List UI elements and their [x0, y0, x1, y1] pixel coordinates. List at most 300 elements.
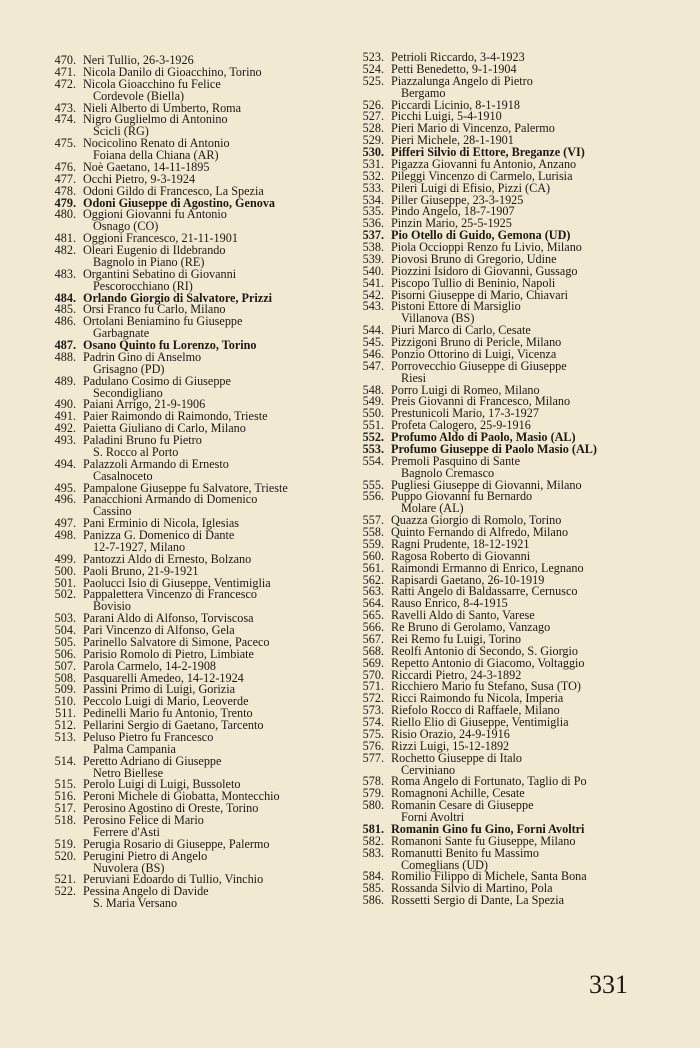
entry-number: 563. — [362, 584, 384, 599]
entry-continuation-line: Scicli (RG) — [93, 124, 149, 139]
entry-line: Perugini Pietro di Angelo — [83, 848, 208, 863]
entry-number: 477. — [54, 171, 76, 186]
entry-number: 530. — [362, 145, 384, 159]
entry-line: Perosino Agostino di Oreste, Torino — [83, 801, 259, 816]
entry-line: Paiani Arrigo, 21-9-1906 — [83, 397, 206, 412]
entry-number: 577. — [362, 750, 384, 765]
entry-line: Risio Orazio, 24-9-1916 — [391, 726, 510, 741]
entry-line: Peretto Adriano di Giuseppe — [83, 753, 222, 768]
entry-line: Picchi Luigi, 5-4-1910 — [391, 109, 502, 124]
entry-number: 489. — [54, 373, 76, 388]
entry-line: Paier Raimondo di Raimondo, Trieste — [83, 409, 268, 424]
entry-number: 496. — [54, 492, 76, 507]
entry-number: 582. — [362, 833, 384, 848]
entry-number: 571. — [362, 679, 384, 694]
list-item — [354, 895, 664, 907]
list-item — [46, 815, 346, 839]
entry-number: 522. — [54, 884, 76, 899]
entry-line: Nigro Guglielmo di Antonino — [83, 112, 228, 127]
entry-continuation-line: Bagnolo in Piano (RE) — [93, 254, 205, 269]
entry-number: 527. — [362, 109, 384, 124]
entry-number: 585. — [362, 881, 384, 896]
entry-number: 541. — [362, 275, 384, 290]
entry-number: 505. — [54, 634, 76, 649]
entry-text — [83, 245, 225, 269]
entry-number: 508. — [54, 670, 76, 685]
entry-text — [83, 316, 242, 340]
entry-number: 565. — [362, 608, 384, 623]
entry-number: 531. — [362, 156, 384, 171]
entry-text — [83, 729, 214, 756]
entry-line: Panacchioni Armando di Domenico — [83, 492, 258, 507]
entry-line: Pileri Luigi di Efisio, Pizzi (CA) — [391, 180, 551, 195]
entry-number: 556. — [362, 489, 384, 504]
list-item — [46, 494, 346, 518]
entry-line: Parola Carmelo, 14-2-1908 — [83, 658, 217, 673]
entry-number: 483. — [54, 266, 76, 281]
entry-line: Romilio Filippo di Michele, Santa Bona — [391, 869, 587, 884]
left-column — [46, 55, 346, 910]
page-number: 331 — [589, 970, 628, 999]
entry-continuation-line: Ferrere d'Asti — [93, 824, 160, 839]
entry-continuation-line: Palma Campania — [93, 741, 176, 756]
entry-number: 560. — [362, 548, 384, 563]
entry-number: 523. — [362, 50, 384, 64]
entry-number: 518. — [54, 813, 76, 827]
entry-text — [83, 494, 257, 518]
entry-number: 500. — [54, 563, 76, 578]
entry-number: 486. — [54, 314, 76, 329]
entry-number: 472. — [54, 76, 76, 91]
entry-number: 503. — [54, 611, 76, 626]
entry-line: Nicola Gioacchino fu Felice — [83, 76, 221, 91]
right-column — [354, 52, 664, 907]
entry-line: Piller Giuseppe, 23-3-1925 — [391, 192, 524, 207]
entry-text — [83, 753, 222, 780]
entry-line: Noè Gaetano, 14-11-1895 — [83, 159, 210, 174]
entry-line: Orsi Franco fu Carlo, Milano — [83, 302, 226, 317]
entry-number: 516. — [54, 789, 76, 804]
entry-number: 547. — [362, 358, 384, 373]
entry-line: Panizza G. Domenico di Dante — [83, 528, 235, 542]
list-item — [46, 456, 346, 483]
entry-line: Pileggi Vincenzo di Carmelo, Lurisia — [391, 168, 573, 183]
entry-number: 478. — [54, 183, 76, 198]
entry-line: Pinzin Mario, 25-5-1925 — [391, 216, 512, 231]
entry-number: 553. — [362, 441, 384, 456]
entry-text — [391, 358, 567, 385]
entry-line: Preis Giovanni di Francesco, Milano — [391, 394, 571, 409]
entry-line: Puppo Giovanni fu Bernardo — [391, 489, 533, 504]
entry-number: 491. — [54, 409, 76, 424]
entry-number: 542. — [362, 287, 384, 302]
entry-text — [391, 750, 522, 777]
list-item — [354, 491, 664, 515]
entry-number: 528. — [362, 121, 384, 136]
entry-number: 510. — [54, 694, 76, 709]
entry-text — [83, 886, 209, 910]
entry-line: Pindo Angelo, 18-7-1907 — [391, 204, 515, 219]
list-item — [46, 266, 346, 293]
entry-line: Oggioni Giovanni fu Antonio — [83, 207, 227, 222]
entry-line: Rizzi Luigi, 15-12-1892 — [391, 738, 510, 753]
entry-line: Perosino Felice di Mario — [83, 813, 204, 827]
list-item — [354, 73, 664, 100]
entry-number: 532. — [362, 168, 384, 183]
entry-line: Perolo Luigi di Luigi, Bussoleto — [83, 777, 241, 792]
entry-continuation-line: Riesi — [401, 370, 427, 385]
entry-continuation-line: Molare (AL) — [401, 501, 464, 516]
entry-line: Ratti Angelo di Baldassarre, Cernusco — [391, 584, 578, 599]
entry-line: Piazzalunga Angelo di Pietro — [391, 73, 533, 88]
entry-line: Re Bruno di Gerolamo, Vanzago — [391, 620, 551, 634]
entry-line: Pari Vincenzo di Alfonso, Gela — [83, 623, 235, 637]
entry-line: Pantozzi Aldo di Ernesto, Bolzano — [83, 551, 252, 566]
entry-number: 581. — [362, 821, 384, 836]
entry-line: Passini Primo di Luigi, Gorizia — [83, 682, 235, 697]
entry-number: 557. — [362, 513, 384, 528]
entry-number: 507. — [54, 658, 76, 673]
list-item — [46, 753, 346, 780]
entry-line: Padrin Gino di Anselmo — [83, 349, 202, 364]
list-item — [354, 800, 664, 824]
entry-line: Romanin Cesare di Giuseppe — [391, 798, 534, 813]
entry-line: Osano Quinto fu Lorenzo, Torino — [83, 338, 257, 352]
entry-text — [83, 435, 202, 459]
entry-line: Pizzigoni Bruno di Pericle, Milano — [391, 335, 562, 349]
entry-number: 570. — [362, 667, 384, 682]
entry-number: 504. — [54, 623, 76, 637]
entry-line: Occhi Pietro, 9-3-1924 — [83, 171, 196, 186]
entry-number: 579. — [362, 786, 384, 801]
entry-line: Porro Luigi di Romeo, Milano — [391, 382, 540, 397]
list-item — [46, 589, 346, 613]
entry-continuation-line: Forni Avoltri — [401, 810, 465, 824]
entry-number: 573. — [362, 703, 384, 718]
entry-number: 554. — [362, 453, 384, 468]
entry-number: 482. — [54, 243, 76, 257]
list-item — [46, 530, 346, 554]
entry-number: 561. — [362, 560, 384, 575]
entry-continuation-line: Garbagnate — [93, 326, 150, 341]
entry-text — [391, 301, 521, 325]
entry-number: 584. — [362, 869, 384, 884]
entry-line: Peccolo Luigi di Mario, Leoverde — [83, 694, 249, 709]
entry-number: 517. — [54, 801, 76, 816]
entry-text — [83, 349, 202, 376]
entry-line: Romanoni Sante fu Giuseppe, Milano — [391, 833, 576, 848]
entry-line: Quazza Giorgio di Romolo, Torino — [391, 513, 562, 528]
entry-line: Raimondi Ermanno di Enrico, Legnano — [391, 560, 584, 575]
entry-number: 535. — [362, 204, 384, 219]
entry-continuation-line: Foiana della Chiana (AR) — [93, 148, 219, 162]
entry-number: 576. — [362, 738, 384, 753]
entry-line: Profeta Calogero, 25-9-1916 — [391, 418, 531, 433]
entry-text — [83, 530, 234, 554]
entry-line: Rauso Enrico, 8-4-1915 — [391, 596, 508, 611]
entry-number: 551. — [362, 418, 384, 433]
entry-number: 549. — [362, 394, 384, 409]
entry-number: 538. — [362, 240, 384, 254]
entry-number: 476. — [54, 159, 76, 174]
entry-number: 501. — [54, 575, 76, 590]
entry-number: 513. — [54, 729, 76, 744]
entry-continuation-line: Comeglians (UD) — [401, 857, 488, 872]
list-item — [354, 845, 664, 872]
entry-line: Nocicolino Renato di Antonio — [83, 136, 230, 151]
entry-text — [391, 895, 564, 907]
entry-continuation-line: Grisagno (PD) — [93, 361, 165, 376]
list-item — [354, 750, 664, 777]
entry-line: Nieli Alberto di Umberto, Roma — [83, 100, 242, 115]
entry-number: 519. — [54, 836, 76, 851]
entry-number: 488. — [54, 349, 76, 364]
entry-number: 470. — [54, 53, 76, 67]
entry-line: Ragosa Roberto di Giovanni — [391, 548, 531, 563]
entry-text — [391, 453, 520, 480]
entry-number: 580. — [362, 798, 384, 813]
list-item — [46, 848, 346, 875]
entry-text — [83, 848, 208, 875]
list-item — [46, 373, 346, 400]
entry-text — [391, 845, 539, 872]
entry-number: 509. — [54, 682, 76, 697]
entry-line: Premoli Pasquino di Sante — [391, 453, 520, 468]
entry-line: Parisio Romolo di Pietro, Limbiate — [83, 646, 254, 661]
entry-line: Parinello Salvatore di Simone, Paceco — [83, 634, 270, 649]
entry-text — [83, 373, 231, 400]
list-item — [46, 209, 346, 233]
entry-line: Parani Aldo di Alfonso, Torviscosa — [83, 611, 254, 626]
entry-text — [83, 266, 237, 293]
entry-number: 529. — [362, 133, 384, 148]
entry-number: 514. — [54, 753, 76, 768]
entry-number: 574. — [362, 715, 384, 729]
entry-line: Quinto Fernando di Alfredo, Milano — [391, 525, 569, 539]
entry-line: Ricchiero Mario fu Stefano, Susa (TO) — [391, 679, 581, 694]
entry-line: Reolfi Antonio di Secondo, S. Giorgio — [391, 643, 578, 658]
entry-continuation-line: Netro Biellese — [93, 765, 164, 780]
entry-number: 536. — [362, 216, 384, 231]
entry-line: Petrioli Riccardo, 3-4-1923 — [391, 50, 525, 64]
entry-line: Nicola Danilo di Gioacchino, Torino — [83, 64, 262, 79]
entry-continuation-line: Bergamo — [401, 85, 446, 100]
entry-number: 572. — [362, 691, 384, 706]
entry-line: Neri Tullio, 26-3-1926 — [83, 53, 194, 67]
entry-number: 543. — [362, 299, 384, 314]
entry-number: 566. — [362, 620, 384, 634]
entry-number: 526. — [362, 97, 384, 112]
entry-line: Repetto Antonio di Giacomo, Voltaggio — [391, 655, 585, 670]
entry-line: Piuri Marco di Carlo, Cesate — [391, 323, 531, 338]
entry-number: 567. — [362, 631, 384, 646]
entry-number: 575. — [362, 726, 384, 741]
entry-line: Riello Elio di Giuseppe, Ventimiglia — [391, 715, 569, 729]
entry-line: Pani Erminio di Nicola, Iglesias — [83, 516, 240, 531]
entry-line: Piola Occioppi Renzo fu Livio, Milano — [391, 240, 582, 254]
entry-number: 524. — [362, 61, 384, 76]
entry-line: Pigazza Giovanni fu Antonio, Anzano — [391, 156, 577, 171]
entry-continuation-line: Casalnoceto — [93, 468, 153, 483]
list-item — [46, 76, 346, 103]
entry-line: Piccardi Licinio, 8-1-1918 — [391, 97, 520, 112]
entry-number: 499. — [54, 551, 76, 566]
entry-line: Petti Benedetto, 9-1-1904 — [391, 61, 517, 76]
entry-continuation-line: Secondigliano — [93, 385, 163, 400]
entry-line: Oleari Eugenio di Ildebrando — [83, 243, 226, 257]
entry-line: Pifferi Silvio di Ettore, Breganze (VI) — [391, 145, 585, 159]
entry-number: 511. — [55, 706, 76, 721]
entry-line: Ricci Raimondo fu Nicola, Imperia — [391, 691, 564, 706]
entry-number: 494. — [54, 456, 76, 471]
entry-line: Profumo Aldo di Paolo, Masio (AL) — [391, 430, 576, 444]
entry-number: 502. — [54, 587, 76, 602]
entry-text — [391, 800, 534, 824]
entry-line: Pieri Mario di Vincenzo, Palermo — [391, 121, 555, 136]
entry-continuation-line: Nuvolera (BS) — [93, 860, 165, 875]
entry-number: 586. — [362, 893, 384, 908]
entry-line: Odoni Gildo di Francesco, La Spezia — [83, 183, 264, 198]
entry-line: Rossanda Silvio di Martino, Pola — [391, 881, 553, 896]
list-item — [46, 245, 346, 269]
entry-line: Peluso Pietro fu Francesco — [83, 729, 214, 744]
entry-continuation-line: Bovisio — [93, 599, 131, 614]
entry-line: Riccardi Pietro, 24-3-1892 — [391, 667, 522, 682]
entry-continuation-line: Cordevole (Biella) — [93, 88, 185, 103]
entry-line: Pisorni Giuseppe di Mario, Chiavari — [391, 287, 569, 302]
entry-line: Riefolo Rocco di Raffaele, Milano — [391, 703, 560, 718]
entry-line: Pappalettera Vincenzo di Francesco — [83, 587, 257, 602]
entry-number: 537. — [362, 228, 384, 243]
entry-line: Porrovecchio Giuseppe di Giuseppe — [391, 358, 567, 373]
entry-line: Pio Otello di Guido, Gemona (UD) — [391, 228, 571, 243]
entry-line: Organtini Sebatino di Giovanni — [83, 266, 237, 281]
entry-continuation-line: S. Maria Versano — [93, 896, 178, 911]
entry-number: 471. — [54, 64, 76, 79]
list-item — [46, 114, 346, 138]
entry-continuation-line: 12-7-1927, Milano — [93, 539, 186, 554]
entry-number: 540. — [362, 263, 384, 278]
entry-line: Ortolani Beniamino fu Giuseppe — [83, 314, 243, 329]
entry-line: Prestunicoli Mario, 17-3-1927 — [391, 406, 539, 421]
entry-number: 480. — [54, 207, 76, 222]
entry-line: Paoli Bruno, 21-9-1921 — [83, 563, 199, 578]
entry-line: Perugia Rosario di Giuseppe, Palermo — [83, 836, 270, 851]
entry-line: Palazzoli Armando di Ernesto — [83, 456, 229, 471]
list-item — [46, 435, 346, 459]
entry-line: Paladini Bruno fu Pietro — [83, 433, 202, 447]
entry-line: Romanutti Benito fu Massimo — [391, 845, 539, 860]
list-item — [354, 358, 664, 385]
entry-number: 534. — [362, 192, 384, 207]
entry-line: Paolucci Isio di Giuseppe, Ventimiglia — [83, 575, 271, 590]
entry-line: Rapisardi Gaetano, 26-10-1919 — [391, 572, 545, 587]
entry-line: Piozzini Isidoro di Giovanni, Gussago — [391, 263, 578, 278]
entry-number: 495. — [54, 480, 76, 495]
entry-text — [83, 76, 221, 103]
entry-number: 492. — [54, 421, 76, 436]
entry-continuation-line: S. Rocco al Porto — [93, 444, 179, 459]
entry-text — [391, 491, 532, 515]
entry-line: Piovosi Bruno di Gregorio, Udine — [391, 251, 557, 266]
list-item — [46, 886, 346, 910]
entry-line: Romagnoni Achille, Cesate — [391, 786, 525, 801]
entry-continuation-line: Pescorocchiano (RI) — [93, 278, 193, 293]
entry-line: Ponzio Ottorino di Luigi, Vicenza — [391, 346, 557, 361]
entry-line: Pedinelli Mario fu Antonio, Trento — [83, 706, 253, 721]
entry-number: 473. — [54, 100, 76, 115]
entry-line: Pistoni Ettore di Marsiglio — [391, 299, 521, 314]
entry-number: 578. — [362, 774, 384, 789]
entry-number: 520. — [54, 848, 76, 863]
list-item — [46, 349, 346, 376]
entry-number: 490. — [54, 397, 76, 412]
list-item — [46, 729, 346, 756]
entry-number: 550. — [362, 406, 384, 421]
entry-number: 521. — [54, 872, 76, 887]
entry-line: Pasquarelli Amedeo, 14-12-1924 — [83, 670, 244, 685]
list-item — [46, 138, 346, 162]
entry-line: Pampalone Giuseppe fu Salvatore, Trieste — [83, 480, 288, 495]
list-item — [46, 316, 346, 340]
entry-continuation-line: Bagnolo Cremasco — [401, 465, 495, 480]
entry-number: 558. — [362, 525, 384, 539]
entry-number: 539. — [362, 251, 384, 266]
entry-text — [83, 114, 228, 138]
entry-number: 552. — [362, 430, 384, 444]
entry-continuation-line: Osnago (CO) — [93, 219, 159, 234]
entry-number: 512. — [54, 718, 76, 732]
entry-text — [83, 209, 227, 233]
entry-text — [83, 589, 257, 613]
entry-line: Rei Remo fu Luigi, Torino — [391, 631, 521, 646]
entry-number: 479. — [54, 195, 76, 210]
entry-number: 474. — [54, 112, 76, 127]
entry-number: 569. — [362, 655, 384, 670]
entry-number: 525. — [362, 73, 384, 88]
entry-number: 484. — [54, 290, 76, 305]
list-item — [354, 453, 664, 480]
entry-number: 564. — [362, 596, 384, 611]
entry-number: 485. — [54, 302, 76, 317]
entry-line: Peroni Michele di Giobatta, Montecchio — [83, 789, 280, 804]
entry-line: Orlando Giorgio di Salvatore, Prizzi — [83, 290, 273, 305]
entry-number: 481. — [54, 231, 76, 246]
entry-continuation-line: Cassino — [93, 504, 132, 519]
entry-line: Roma Angelo di Fortunato, Taglio di Po — [391, 774, 587, 789]
entry-line: Paietta Giuliano di Carlo, Milano — [83, 421, 246, 436]
entry-line: Ragni Prudente, 18-12-1921 — [391, 536, 530, 551]
entry-number: 487. — [54, 338, 76, 352]
entry-line: Piscopo Tullio di Beninio, Napoli — [391, 275, 556, 290]
entry-number: 506. — [54, 646, 76, 661]
entry-line: Rossetti Sergio di Dante, La Spezia — [391, 893, 565, 908]
entry-line: Pugliesi Giuseppe di Giovanni, Milano — [391, 477, 582, 492]
entry-line: Rochetto Giuseppe di Italo — [391, 750, 522, 765]
entry-number: 555. — [362, 477, 384, 492]
entry-number: 568. — [362, 643, 384, 658]
entry-number: 515. — [54, 777, 76, 792]
list-item — [354, 301, 664, 325]
entry-number: 493. — [54, 433, 76, 447]
entry-number: 545. — [362, 335, 384, 349]
entry-text — [83, 456, 229, 483]
entry-line: Peruviani Edoardo di Tullio, Vinchio — [83, 872, 264, 887]
entry-text — [83, 138, 230, 162]
entry-number: 497. — [54, 516, 76, 531]
entry-continuation-line: Villanova (BS) — [401, 311, 475, 326]
entry-line: Romanin Gino fu Gino, Forni Avoltri — [391, 821, 585, 836]
